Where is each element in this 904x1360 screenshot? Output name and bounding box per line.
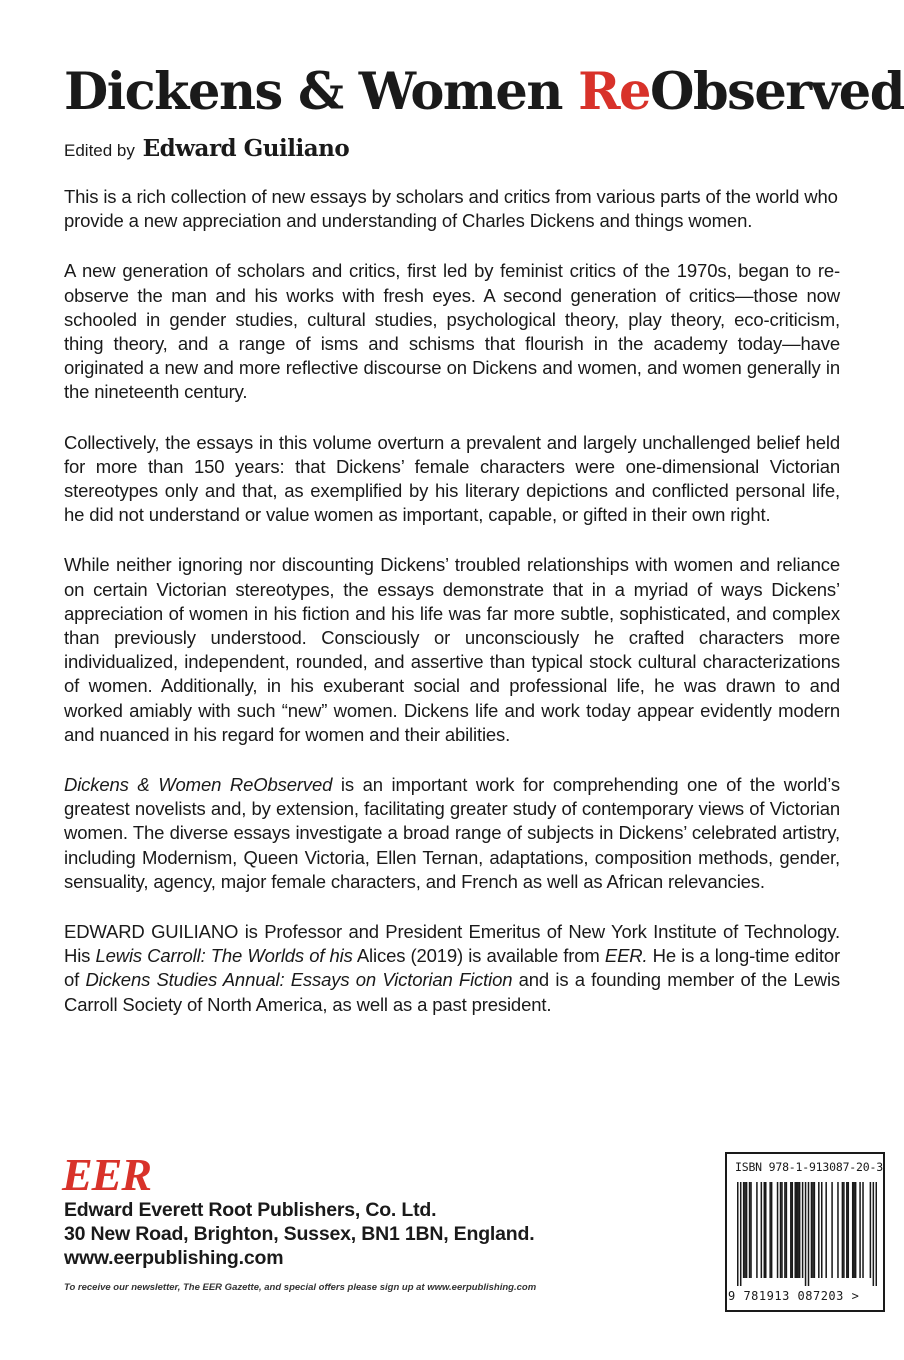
barcode-bar: [756, 1182, 758, 1278]
title-part-1: Dickens & Women: [64, 62, 579, 122]
barcode-bar: [846, 1182, 848, 1278]
barcode-bar: [812, 1182, 814, 1278]
barcode-bar: [802, 1182, 804, 1278]
barcode-bar: [797, 1182, 799, 1278]
book-title-italic: Dickens & Women ReObserved: [64, 774, 333, 796]
barcode-bar: [790, 1182, 792, 1278]
barcode-bar: [740, 1182, 742, 1286]
barcode-bar: [825, 1182, 827, 1278]
blurb-paragraph-4: While neither ignoring nor discounting Dickens’ troubled relationships with women and reliance on certain Victorian stereotypes, the essays demonstrate that in a myriad of ways Dickens’ appreciation of women in his fiction and his life was far more subtle, sophisticated, and complex than previously understood. Consciously or unconsciously he crafted characters more individualized, independent, rounded, and assertive than typical stock cultural characterizations of women. Additionally, in his exuberant social and professional life, he was drawn to and worked amiably with such “new” women. Dickens life and work today appear evidently modern and nuanced in his regard for women and their abilities.: [64, 554, 840, 745]
blurb-body: [64, 185, 840, 1017]
barcode-bar: [876, 1182, 877, 1286]
bio-text-3: He is a long-time editor of: [64, 945, 840, 991]
barcode-bar: [855, 1182, 857, 1278]
barcode-bar: [746, 1182, 748, 1278]
barcode-bar: [765, 1182, 767, 1278]
barcode-bar: [805, 1182, 807, 1286]
barcode-bar: [811, 1182, 813, 1278]
title-accent: Re: [578, 62, 651, 122]
barcode-bar: [843, 1182, 845, 1278]
editor-prefix: Edited by: [64, 141, 135, 160]
barcode-bar: [744, 1182, 746, 1278]
barcode-bar: [808, 1182, 810, 1286]
barcode-bar: [814, 1182, 816, 1278]
bio-text-2: Alices (2019) is available from: [352, 945, 605, 967]
barcode-bar: [862, 1182, 864, 1278]
barcode-bar: [737, 1182, 739, 1286]
title-part-2: Observed: [650, 62, 904, 122]
blurb-paragraph-2: A new generation of scholars and critics, first led by feminist critics of the 1970s, began to re-observe the man and his works with fresh eyes. A second generation of critics—those now schooled in gender studies, cultural studies, psychological theory, play theory, eco-criticism, thing theory, and a range of isms and schisms that flourish in the academy today—have originated a new and more reflective discourse on Dickens and women, and women generally in the nineteenth century.: [64, 260, 840, 403]
barcode-bar: [764, 1182, 766, 1278]
barcode-bar: [873, 1182, 875, 1286]
barcode-bar: [852, 1182, 854, 1278]
publisher-name: Edward Everett Root Publishers, Co. Ltd.: [64, 1199, 437, 1221]
blurb-paragraph-3: Collectively, the essays in this volume overturn a prevalent and largely unchallenged belief held for more than 150 years: that Dickens’ female characters were one-dimensional Victorian stereotypes only and that, as exemplified by his literary depictions and conflicted personal life, he did not understand or value women as important, capable, or gifted in their own right.: [64, 431, 840, 526]
bio-text-4: and is a founding member of the Lewis Carroll Society of North America, as well as a past president.: [64, 969, 841, 1015]
publisher-address: 30 New Road, Brighton, Sussex, BN1 1BN, England.: [64, 1223, 535, 1245]
barcode-bar: [769, 1182, 771, 1278]
barcode-bar: [859, 1182, 861, 1278]
barcode-bar: [842, 1182, 844, 1278]
barcode-bar: [818, 1182, 820, 1278]
barcode-bar: [771, 1182, 773, 1278]
barcode-bar: [780, 1182, 782, 1278]
bio-italic-3: Dickens Studies Annual: Essays on Victorian Fiction: [85, 969, 513, 991]
isbn-label: ISBN 978-1-913087-20-3: [735, 1160, 883, 1174]
blurb-paragraph-5-text: is an important work for comprehending one of the world’s greatest novelists and, by extension, facilitating greater study of contemporary views of Victorian women. The diverse essays investigate a broad range of subjects in Dickens’ celebrated artistry, including Modernism, Queen Victoria, Ellen Ternan, adaptations, composition methods, gender, sensuality, agency, major female characters, and French as well as African relevancies.: [64, 774, 840, 892]
publisher-website: www.eerpublishing.com: [64, 1247, 284, 1269]
barcode-bar: [794, 1182, 796, 1278]
book-title: [64, 60, 904, 124]
barcode-bar: [781, 1182, 783, 1278]
barcode-bar: [784, 1182, 786, 1278]
barcode-bar: [777, 1182, 779, 1278]
barcode-bar: [848, 1182, 850, 1278]
author-bio: [64, 920, 840, 1017]
barcode-bar: [761, 1182, 763, 1278]
barcode-bar: [837, 1182, 839, 1278]
publisher-logo: EER: [62, 1149, 152, 1200]
barcode-bar: [853, 1182, 855, 1278]
barcode-bar: [796, 1182, 798, 1278]
barcode-bar: [870, 1182, 872, 1278]
isbn-barcode: [725, 1152, 885, 1312]
blurb-paragraph-5: [64, 773, 840, 894]
publisher-info: [64, 1198, 634, 1270]
bio-italic-2: EER.: [604, 945, 648, 967]
bio-text-1: EDWARD GUILIANO is Professor and President Emeritus of New York Institute of Technology. His: [64, 921, 840, 967]
blurb-paragraph-1: This is a rich collection of new essays by scholars and critics from various parts of the world who provide a new appreciation and understanding of Charles Dickens and things women.: [64, 186, 838, 232]
barcode-bar: [799, 1182, 801, 1278]
barcode-bar: [743, 1182, 745, 1278]
barcode-bars: [737, 1182, 877, 1286]
bio-italic-1: Lewis Carroll: The Worlds of his: [95, 945, 353, 967]
barcode-bar: [792, 1182, 794, 1278]
barcode-digits: 9 781913 087203 >: [728, 1289, 860, 1303]
editor-name: Edward Guiliano: [142, 135, 350, 162]
editor-line: [64, 133, 349, 167]
barcode-bar: [750, 1182, 752, 1278]
barcode-bar: [821, 1182, 823, 1278]
barcode-bar: [786, 1182, 788, 1278]
barcode-bar: [831, 1182, 833, 1278]
barcode-bar: [749, 1182, 751, 1278]
newsletter-note: To receive our newsletter, The EER Gazette, and special offers please sign up at www.eerpublishing.com: [64, 1282, 537, 1293]
